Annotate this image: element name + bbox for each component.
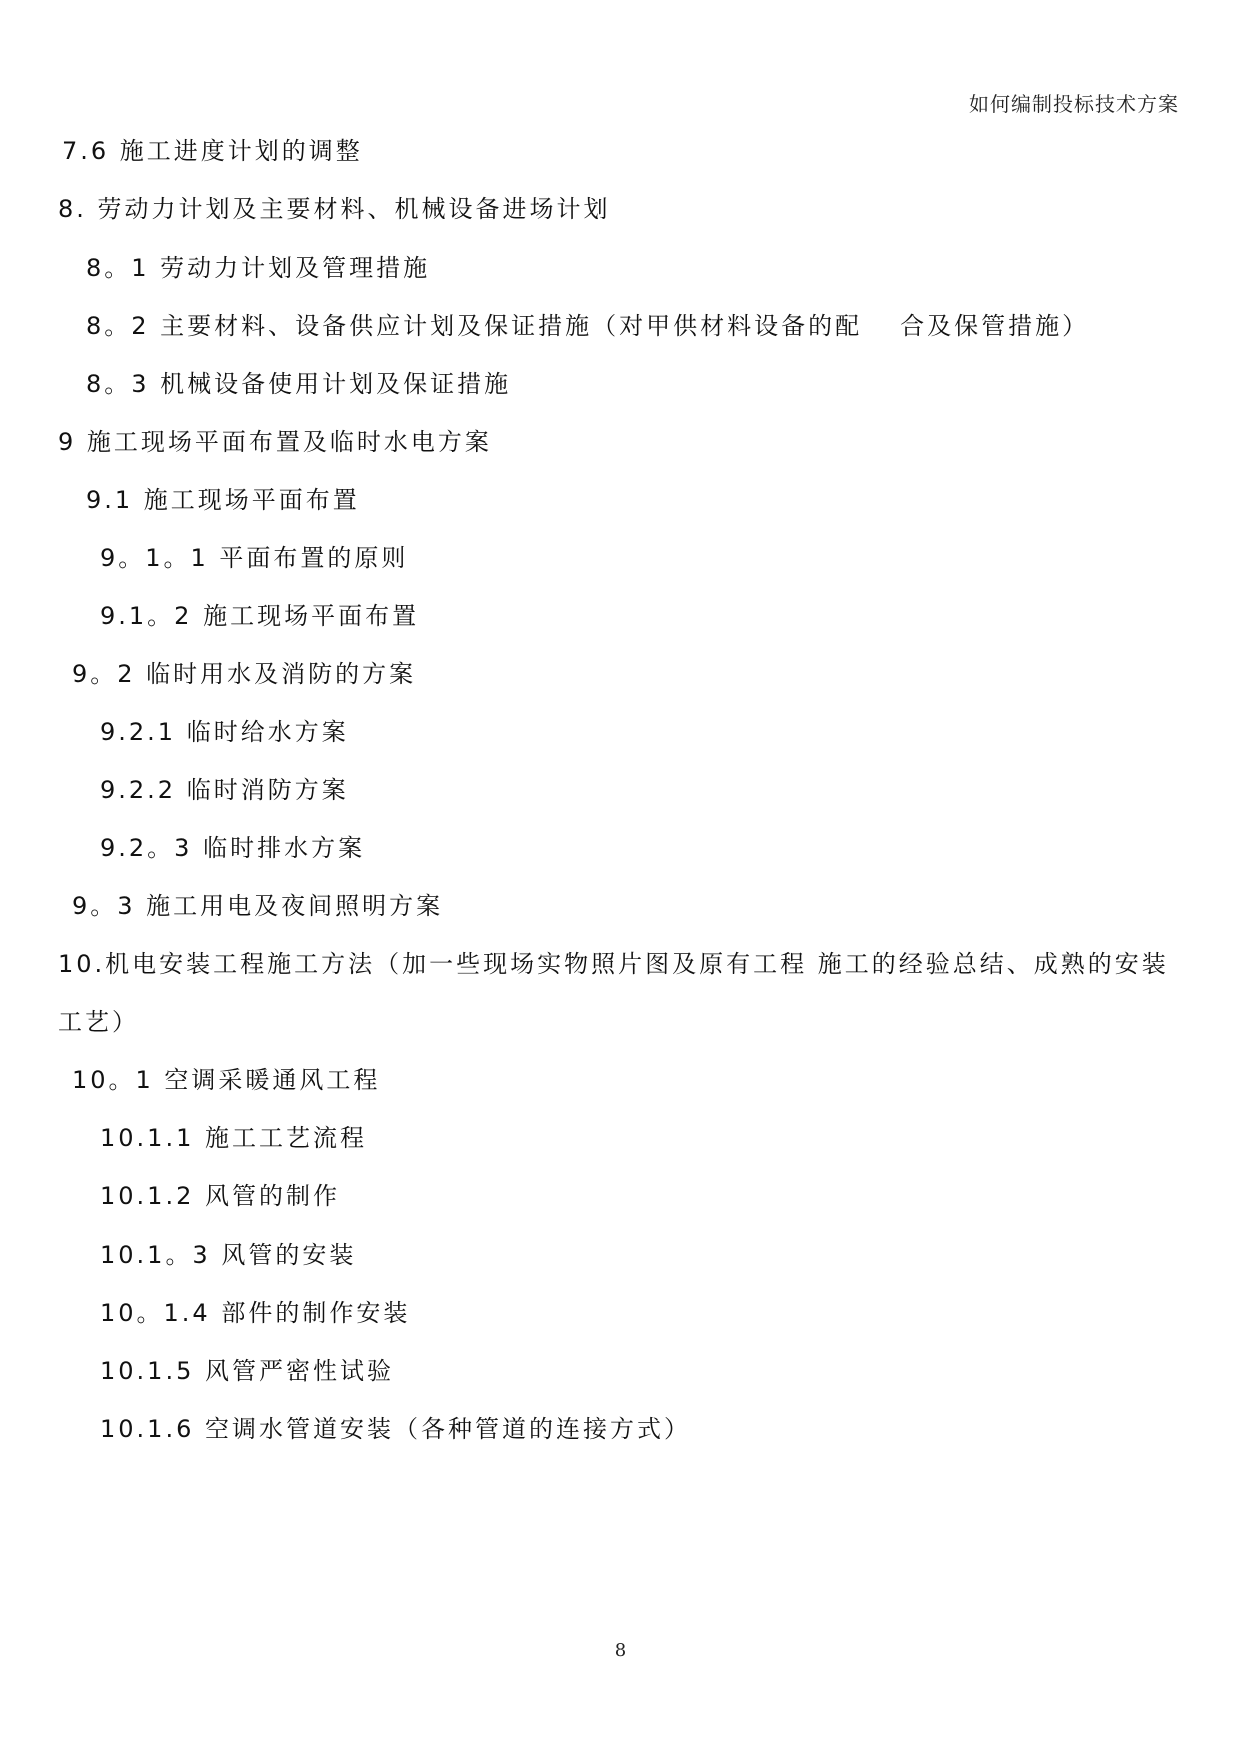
toc-item-9-2-2: 9.2.2 临时消防方案 <box>100 776 349 804</box>
toc-item-10-1-3: 10.1。3 风管的安装 <box>100 1241 357 1269</box>
toc-item-10-1: 10。1 空调采暖通风工程 <box>72 1066 381 1094</box>
toc-item-10-continuation: 工艺） <box>58 1008 139 1036</box>
toc-item-10-1-4: 10。1.4 部件的制作安装 <box>100 1299 411 1327</box>
toc-item-9-2-3: 9.2。3 临时排水方案 <box>100 834 366 862</box>
running-header: 如何编制投标技术方案 <box>969 92 1179 116</box>
toc-item-9-1-2: 9.1。2 施工现场平面布置 <box>100 602 420 630</box>
toc-item-8: 8. 劳动力计划及主要材料、机械设备进场计划 <box>58 195 611 223</box>
toc-item-7-6: 7.6 施工进度计划的调整 <box>62 137 363 165</box>
toc-item-10-1-2: 10.1.2 风管的制作 <box>100 1182 340 1210</box>
toc-item-10-1-5: 10.1.5 风管严密性试验 <box>100 1357 394 1385</box>
toc-item-9: 9 施工现场平面布置及临时水电方案 <box>58 428 492 456</box>
toc-item-8-1: 8。1 劳动力计划及管理措施 <box>86 254 431 282</box>
toc-item-8-2 <box>86 311 1089 341</box>
toc-item-9-3: 9。3 施工用电及夜间照明方案 <box>72 892 444 920</box>
toc-item-8-3: 8。3 机械设备使用计划及保证措施 <box>86 370 512 398</box>
toc-item-9-2: 9。2 临时用水及消防的方案 <box>72 660 417 688</box>
toc-item-10-1-1: 10.1.1 施工工艺流程 <box>100 1124 367 1152</box>
toc-item-10: 10.机电安装工程施工方法（加一些现场实物照片图及原有工程 施工的经验总结、成熟的安装 <box>58 950 1169 978</box>
toc-item-9-1-1: 9。1。1 平面布置的原则 <box>100 544 409 572</box>
toc-item-8-2-text: 8。2 主要材料、设备供应计划及保证措施（对甲供材料设备的配 <box>86 312 863 340</box>
toc-item-9-1: 9.1 施工现场平面布置 <box>86 486 360 514</box>
toc-item-10-1-6: 10.1.6 空调水管道安装（各种管道的连接方式） <box>100 1415 691 1443</box>
toc-item-8-2-continuation: 合及保管措施） <box>900 312 1090 340</box>
page-number: 8 <box>614 1640 627 1661</box>
toc-item-9-2-1: 9.2.1 临时给水方案 <box>100 718 349 746</box>
